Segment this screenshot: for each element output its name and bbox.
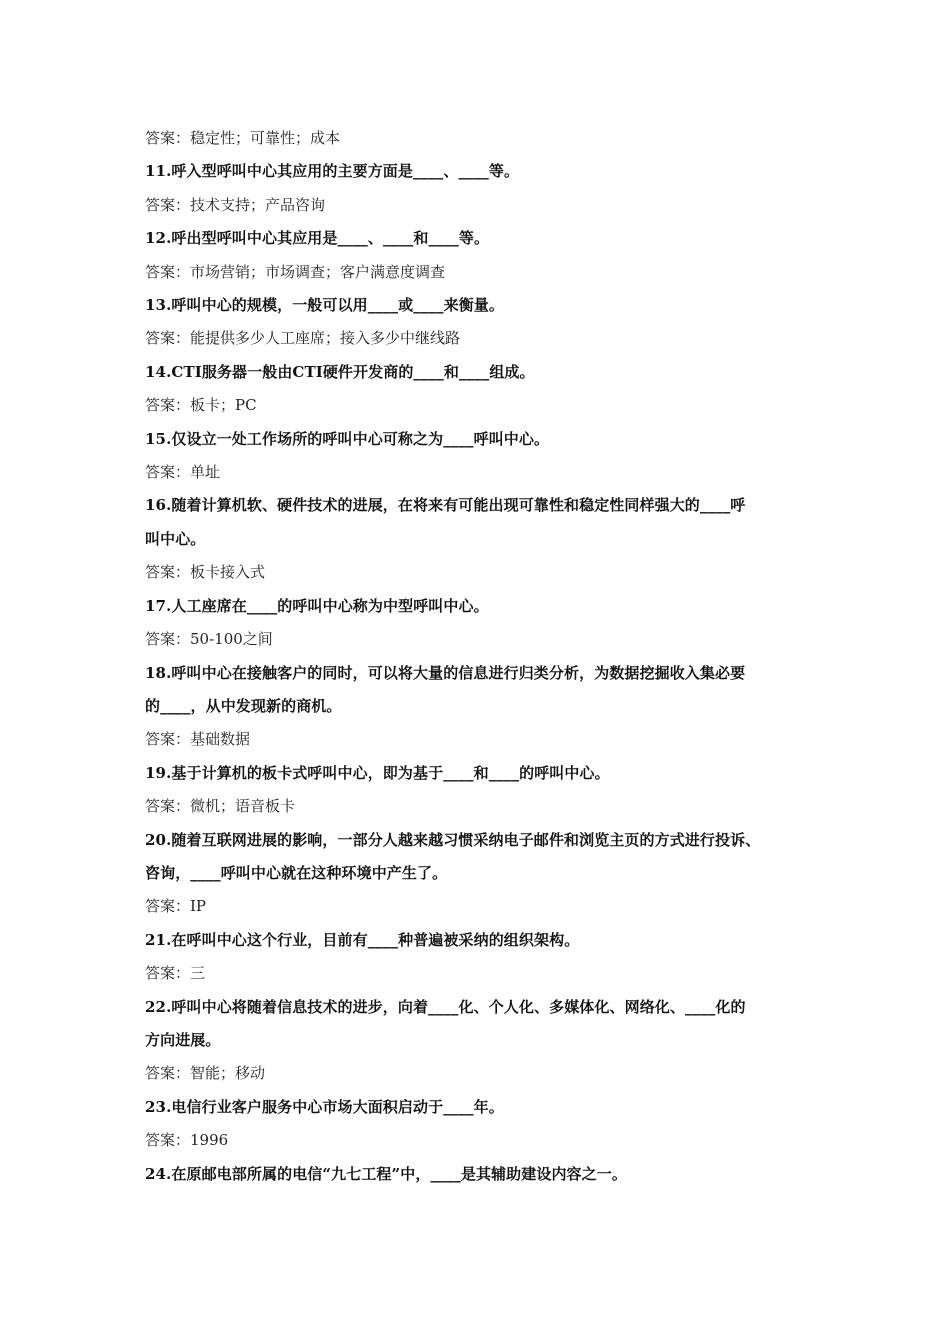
answer-line: 答案：微机；语音板卡 [145, 797, 296, 816]
question-line: 方向进展。 [145, 1030, 221, 1049]
answer-line: 答案：IP [145, 897, 207, 916]
question-line: 17.人工座席在____的呼叫中心称为中型呼叫中心。 [145, 596, 489, 615]
question-line: 21.在呼叫中心这个行业，目前有____种普遍被采纳的组织架构。 [145, 930, 580, 949]
answer-line: 答案：稳定性；可靠性；成本 [145, 129, 341, 147]
question-line: 13.呼叫中心的规模，一般可以用____或____来衡量。 [145, 296, 504, 315]
answer-line: 答案：基础数据 [145, 730, 251, 749]
answer-line: 答案：单址 [145, 463, 221, 482]
answer-line: 答案：智能；移动 [145, 1064, 266, 1083]
question-line: 14.CTI服务器一般由CTI硬件开发商的____和____组成。 [145, 362, 535, 381]
question-line: 18.呼叫中心在接触客户的同时，可以将大量的信息进行归类分析，为数据挖掘收入集必要 [145, 663, 746, 682]
answer-line: 答案：板卡；PC [145, 396, 257, 415]
question-line: 20.随着互联网进展的影响，一部分人越来越习惯采纳电子邮件和浏览主页的方式进行投诉、 [145, 830, 761, 849]
question-line: 23.电信行业客户服务中心市场大面积启动于____年。 [145, 1097, 504, 1116]
answer-line: 答案：技术支持；产品咨询 [145, 195, 326, 214]
question-line: 叫中心。 [145, 529, 206, 548]
question-line: 15.仅设立一处工作场所的呼叫中心可称之为____呼叫中心。 [145, 429, 550, 448]
answer-line: 答案：板卡接入式 [145, 563, 266, 582]
question-line: 16.随着计算机软、硬件技术的进展，在将来有可能出现可靠性和稳定性同样强大的____呼 [145, 496, 746, 515]
answer-line: 答案：50-100之间 [145, 630, 273, 649]
question-line: 24.在原邮电部所属的电信“九七工程”中，____是其辅助建设内容之一。 [145, 1164, 627, 1183]
document-body [145, 122, 815, 1191]
question-line: 12.呼出型呼叫中心其应用是____、____和____等。 [145, 229, 490, 248]
question-line: 19.基于计算机的板卡式呼叫中心，即为基于____和____的呼叫中心。 [145, 763, 610, 782]
question-line: 咨询，____呼叫中心就在这种环境中产生了。 [145, 863, 448, 882]
answer-line: 答案：市场营销；市场调查；客户满意度调查 [145, 262, 446, 281]
answer-line: 答案：三 [145, 964, 206, 983]
question-line: 22.呼叫中心将随着信息技术的进步，向着____化、个人化、多媒体化、网络化、____化的 [145, 997, 746, 1016]
answer-line: 答案：能提供多少人工座席；接入多少中继线路 [145, 329, 461, 348]
question-line: 11.呼入型呼叫中心其应用的主要方面是____、____等。 [145, 162, 520, 181]
question-line: 的____，从中发现新的商机。 [145, 696, 342, 715]
answer-line: 答案：1996 [145, 1131, 229, 1150]
